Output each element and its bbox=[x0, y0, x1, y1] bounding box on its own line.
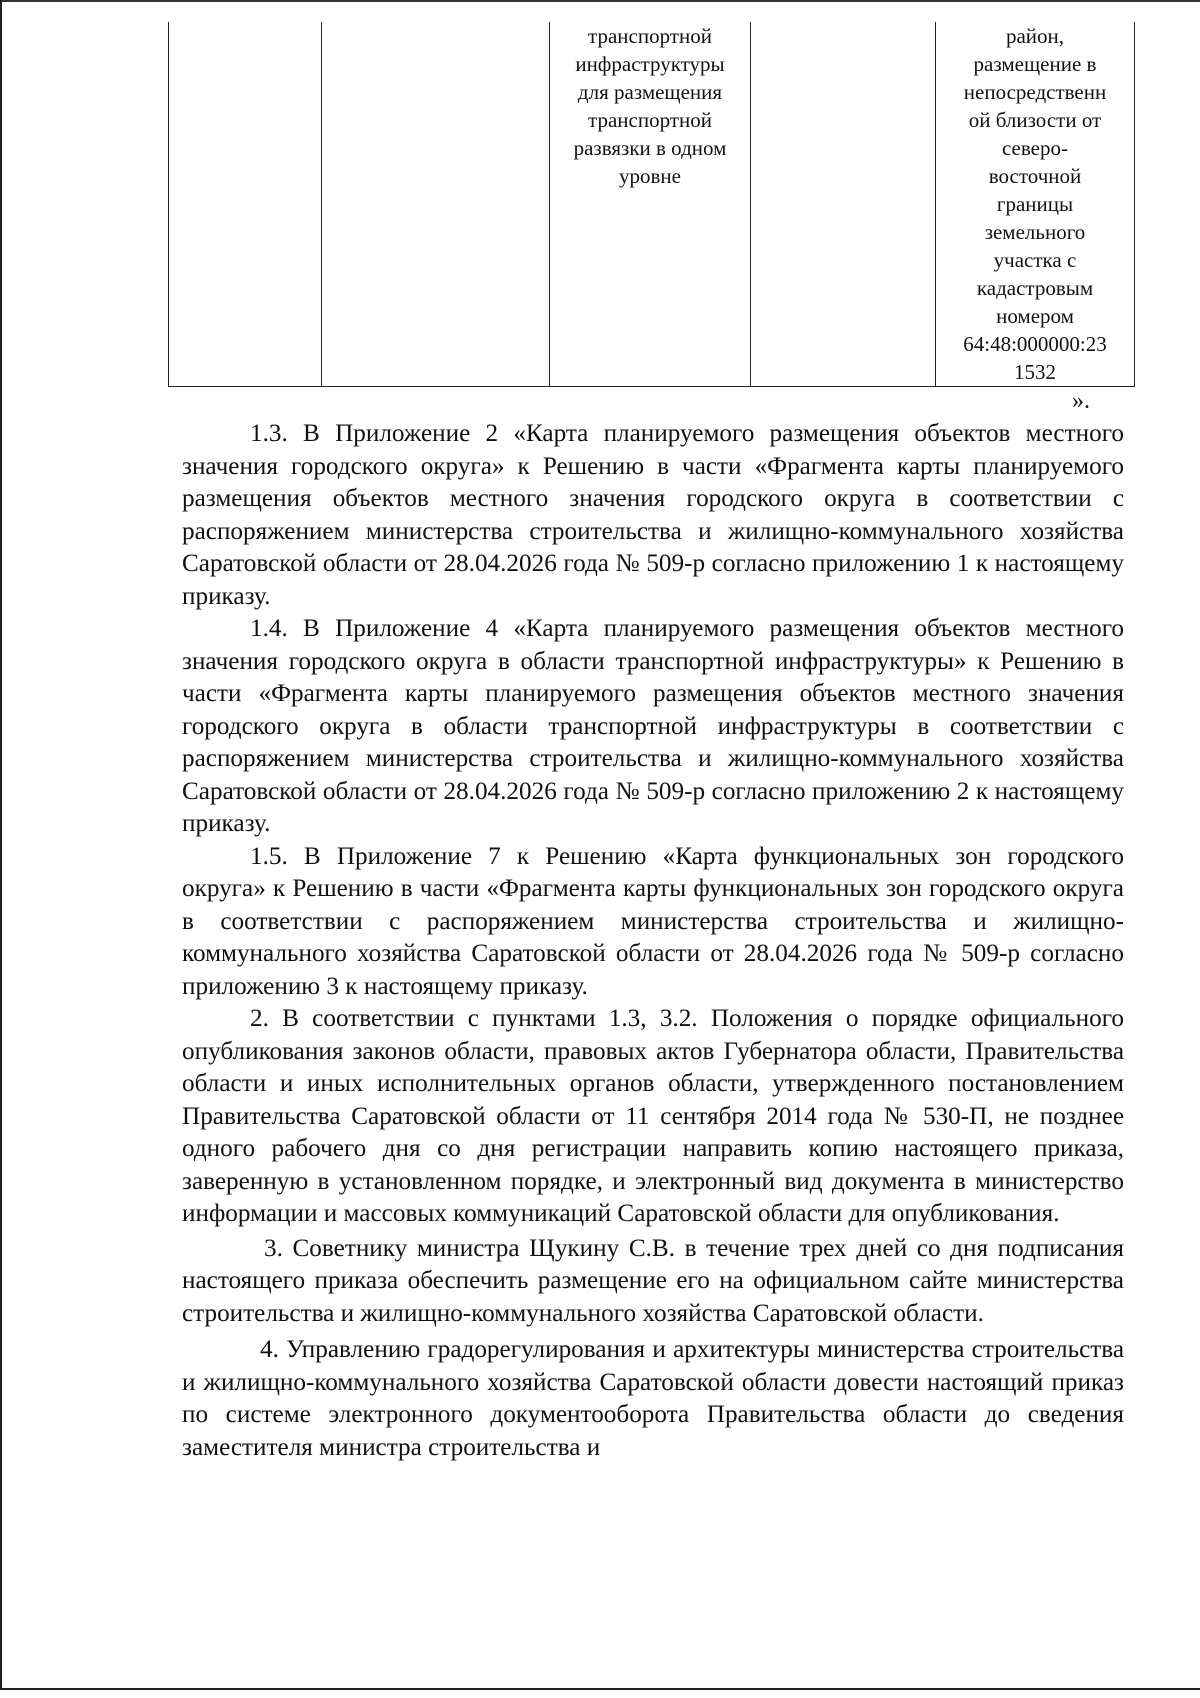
table-cell-1 bbox=[169, 22, 322, 387]
table-row bbox=[169, 22, 1135, 387]
document-body bbox=[182, 418, 1124, 1464]
continuation-table bbox=[168, 22, 1135, 387]
paragraph-1-4: 1.4. В Приложение 4 «Карта планируемого размещения объектов местного значения городского округа в области транспортной инфраструктуры» к Решению в части «Фрагмента карты планируемого размещения объектов местного значения городского округа в области транспортной инфраструктуры в соответствии с распоряжением министерства строительства и жилищно-коммунального хозяйства Саратовской области от 28.04.2026 года № 509-р согласно приложению 2 к настоящему приказу. bbox=[182, 615, 1124, 837]
paragraph-3: 3. Советнику министра Щукину С.В. в течение трех дней со дня подписания настоящего приказа обеспечить размещение его на официальном сайте министерства строительства и жилищно-коммунального хозяйства Саратовской области. bbox=[182, 1234, 1124, 1327]
paragraph-1-5: 1.5. В Приложение 7 к Решению «Карта функциональных зон городского округа» к Решению в части «Фрагмента карты функциональных зон городского округа в соответствии с распоряжением министерства строительства и жилищно-коммунального хозяйства Саратовской области от 28.04.2026 года № 509-р согласно приложению 3 к настоящему приказу. bbox=[182, 842, 1124, 1000]
table-closing-quote: ». bbox=[1072, 388, 1090, 414]
table-cell-4 bbox=[751, 22, 936, 387]
table-cell-2 bbox=[322, 22, 550, 387]
table-cell-5: район, размещение в непосредственн ой близости от северо- восточной границы земельного участка с кадастровым номером 64:48:000000:23 1532 bbox=[936, 22, 1135, 387]
paragraph-4: 4. Управлению градорегулирования и архитектуры министерства строительства и жилищно-коммунального хозяйства Саратовской области довести настоящий приказ по системе электронного документооборота Правительства области до сведения заместителя министра строительства и bbox=[182, 1336, 1124, 1461]
paragraph-2: 2. В соответствии с пунктами 1.3, 3.2. Положения о порядке официального опубликования законов области, правовых актов Губернатора области, Правительства области и иных исполнительных органов области, утвержденного постановлением Правительства Саратовской области от 11 сентября 2014 года № 530-П, не позднее одного рабочего дня со дня регистрации направить копию настоящего приказа, заверенную в установленном порядке, и электронный вид документа в министерство информации и массовых коммуникаций Саратовской области для опубликования. bbox=[182, 1005, 1124, 1227]
paragraph-1-3: 1.3. В Приложение 2 «Карта планируемого размещения объектов местного значения городского округа» к Решению в части «Фрагмента карты планируемого размещения объектов местного значения городского округа в соответствии с распоряжением министерства строительства и жилищно-коммунального хозяйства Саратовской области от 28.04.2026 года № 509-р согласно приложению 1 к настоящему приказу. bbox=[182, 420, 1124, 610]
table-cell-3: транспортной инфраструктуры для размещения транспортной развязки в одном уровне bbox=[550, 22, 751, 387]
